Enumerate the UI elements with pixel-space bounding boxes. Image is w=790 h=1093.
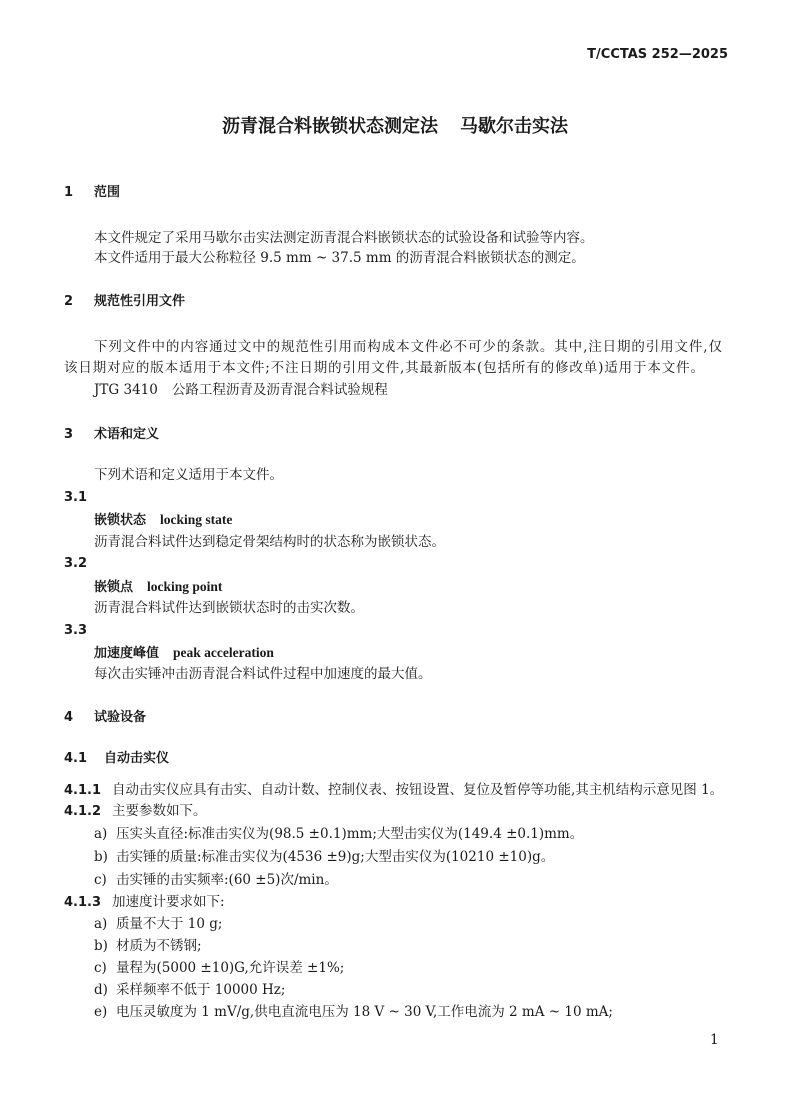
- list-label: b): [94, 938, 108, 954]
- list-text: 击实锤的质量:标准击实仪为(4536 ±9)g;大型击实仪为(10210 ±10)g。: [116, 849, 555, 865]
- list-item: [94, 915, 222, 933]
- list-item: [94, 871, 338, 889]
- term-en: peak acceleration: [173, 645, 274, 660]
- term-en: locking state: [160, 512, 233, 527]
- section-number: 2: [64, 294, 74, 309]
- paragraph: 本文件适用于最大公称粒径 9.5 mm ~ 37.5 mm 的沥青混合料嵌锁状态的测定。: [94, 250, 585, 266]
- list-text: 压实头直径:标准击实仪为(98.5 ±0.1)mm;大型击实仪为(149.4 ±0.1)mm。: [116, 826, 584, 842]
- section-2-heading: [64, 293, 185, 311]
- section-title: 术语和定义: [94, 427, 160, 442]
- clause-text: 加速度计要求如下:: [112, 894, 225, 910]
- page-title: [0, 118, 790, 136]
- section-number: 4: [64, 710, 74, 725]
- page-number: 1: [710, 1032, 719, 1048]
- ref-code: JTG 3410: [94, 382, 158, 398]
- list-item: [94, 981, 285, 999]
- section-3-heading: [64, 426, 159, 444]
- list-item: [94, 848, 554, 866]
- term-cn: 嵌锁状态: [94, 513, 147, 528]
- term-number: 3.3: [64, 623, 88, 638]
- clause-text: 自动击实仪应具有击实、自动计数、控制仪表、按钮设置、复位及暂停等功能,其主机结构示意见图 1。: [112, 782, 724, 798]
- clause-4-1-3: [64, 893, 225, 912]
- section-title: 试验设备: [94, 710, 147, 725]
- ref-title: 公路工程沥青及沥青混合料试验规程: [171, 382, 388, 398]
- term-number: 3.1: [64, 490, 88, 505]
- list-label: a): [94, 916, 108, 932]
- list-text: 击实锤的击实频率:(60 ±5)次/min。: [116, 872, 338, 888]
- term-title: [94, 511, 232, 530]
- paragraph: 该日期对应的版本适用于本文件;不注日期的引用文件,其最新版本(包括所有的修改单)适用于本文件。: [64, 360, 704, 376]
- list-text: 量程为(5000 ±10)G,允许误差 ±1%;: [116, 960, 345, 976]
- paragraph: 下列术语和定义适用于本文件。: [94, 467, 283, 483]
- clause-number: 4.1.2: [64, 804, 102, 819]
- list-label: c): [94, 872, 107, 888]
- list-item: [94, 825, 583, 843]
- term-title: [94, 578, 222, 597]
- list-label: b): [94, 849, 108, 865]
- title-method: 马歇尔击实法: [460, 116, 568, 137]
- paragraph: 下列文件中的内容通过文中的规范性引用而构成本文件必不可少的条款。其中,注日期的引用文件,仅: [94, 339, 722, 355]
- section-number: 3: [64, 427, 74, 442]
- section-title: 规范性引用文件: [94, 294, 186, 309]
- section-4-heading: [64, 709, 146, 727]
- clause-number: 4.1.1: [64, 783, 102, 798]
- list-text: 质量不大于 10 g;: [116, 916, 223, 932]
- term-definition: 沥青混合料试件达到嵌锁状态时的击实次数。: [94, 600, 364, 616]
- list-label: d): [94, 982, 108, 998]
- term-number: 3.2: [64, 556, 88, 571]
- list-label: c): [94, 960, 107, 976]
- title-main: 沥青混合料嵌锁状态测定法: [222, 116, 438, 137]
- subsection-number: 4.1: [64, 751, 88, 766]
- list-text: 采样频率不低于 10000 Hz;: [116, 982, 286, 998]
- term-cn: 嵌锁点: [94, 580, 134, 595]
- section-1-heading: [64, 184, 120, 202]
- term-definition: 每次击实锤冲击沥青混合料试件过程中加速度的最大值。: [94, 666, 432, 682]
- subsection-title: 自动击实仪: [104, 751, 170, 766]
- list-label: e): [94, 1004, 108, 1020]
- normative-reference: [94, 381, 388, 399]
- list-item: [94, 937, 202, 955]
- term-title: [94, 644, 274, 663]
- term-en: locking point: [147, 579, 223, 594]
- section-title: 范围: [94, 185, 121, 200]
- term-cn: 加速度峰值: [94, 646, 160, 661]
- clause-4-1-1: [64, 781, 723, 800]
- section-number: 1: [64, 185, 74, 200]
- clause-text: 主要参数如下。: [112, 803, 207, 819]
- list-label: a): [94, 826, 108, 842]
- term-definition: 沥青混合料试件达到稳定骨架结构时的状态称为嵌锁状态。: [94, 534, 445, 550]
- list-text: 电压灵敏度为 1 mV/g,供电直流电压为 18 V ~ 30 V,工作电流为 2 mA ~ 10 mA;: [116, 1004, 613, 1020]
- clause-4-1-2: [64, 802, 207, 821]
- clause-number: 4.1.3: [64, 895, 102, 910]
- list-item: [94, 959, 344, 977]
- list-item: [94, 1003, 613, 1021]
- doc-number: T/CCTAS 252—2025: [587, 47, 728, 62]
- subsection-4-1-heading: [64, 750, 169, 768]
- paragraph: 本文件规定了采用马歇尔击实法测定沥青混合料嵌锁状态的试验设备和试验等内容。: [94, 230, 594, 246]
- list-text: 材质为不锈钢;: [116, 938, 202, 954]
